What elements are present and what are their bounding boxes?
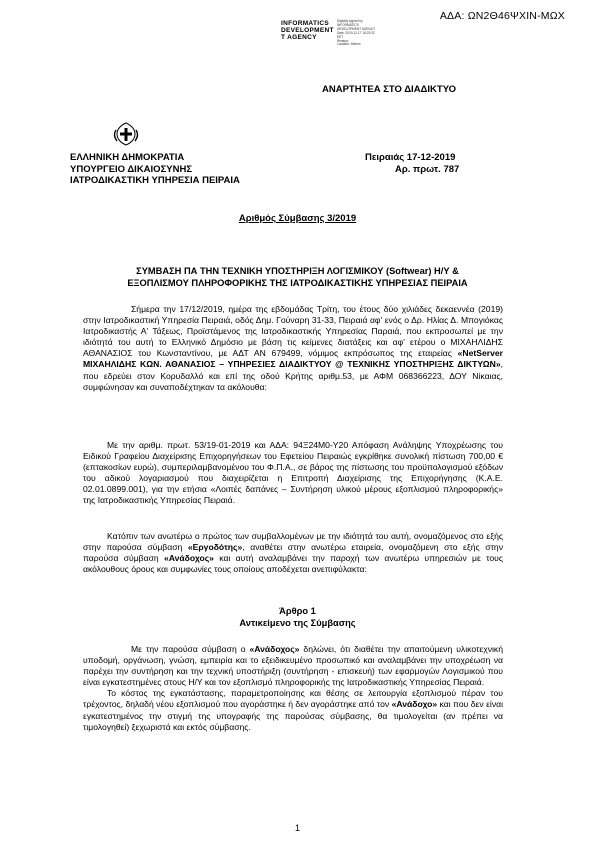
employer-term: «Εργοδότης» bbox=[187, 542, 243, 553]
contract-number: Αριθμός Σύμβασης 3/2019 bbox=[238, 213, 357, 224]
contractor-term: «Ανάδοχος» bbox=[163, 553, 214, 564]
article-heading bbox=[0, 605, 595, 629]
article-body: Με την παρούσα σύμβαση ο «Ανάδοχος» δηλώνει, ότι διαθέτει την απαιτούμενη υλικοτεχνική υποδομή, οργάνωση, γνώση, εμπειρία και το εξειδικευμένο προσωπικό και αναλαμβάνει την υποχρέωση να παρέχει την συντήρηση και την τεχνική υποστήριξη (συντήρηση - επισκευή) των εφαρμογών Λογισμικού που είναι εγκατεστημένες στους Η/Υ και τον εξοπλισμό πληροφορικής της Ιατροδικαστικής Υπηρεσίας Πειραιά. Το κόστος της εγκατάστασης, παραμετροποίησης και θέσης σε λειτουργία εξοπλισμού πέραν του τρέχοντος, δηλαδή νέου εξοπλισμού που αγοράστηκε ή δεν αγοράστηκε από τον «Ανάδοχο» και που δεν είναι εγκατεστημένος την στιγμή της υπογραφής της παρούσας σύμβασης, θα τιμολογείται (αν πρέπει να τιμολογηθεί) ξεχωριστά και εκτός σύμβασης. bbox=[83, 644, 503, 732]
paragraph-budget: Με την αριθμ. πρωτ. 53/19-01-2019 και ΑΔΑ: 94Ξ24Μ0-Υ20 Απόφαση Ανάληψης Υποχρέωσης του Ειδικού Γραφείου Διαχείρισης Επιχορηγήσεων του Εφετείου Πειραιώς εγκρίθηκε συνολική πίστωση 700,00 € (επτακοσίων ευρώ), συμπεριλαμβανομένου του Φ.Π.Α., σε βάρος της πίστωσης του προϋπολογισμού εξόδων του αδικού λογαριασμού που διαχειρίζεται η Επιτροπή Διαχείρισης της Επιχορήγησης (Κ.Α.Ε. 02.01.0899.001), για την ετήσια «Λοιπές δαπάνες – Συντήρηση υλικού μέρους εξοπλισμού πληροφορικής» της Ιατροδικαστικής Υπηρεσίας Πειραιά. bbox=[83, 440, 503, 506]
ada-code: ΑΔΑ: ΩΝ2Θ46ΨΧΙΝ-ΜΩΧ bbox=[439, 10, 565, 22]
publish-notice: ΑΝΑΡΤΗΤΕΑ ΣΤΟ ΔΙΑΔΙΚΤΥΟ bbox=[322, 84, 457, 95]
article-title: Αντικείμενο της Σύμβασης bbox=[239, 618, 356, 628]
company-name: «NetServer ΜΙΧΑΗΛΙΔΗΣ ΚΩΝ. ΑΘΑΝΑΣΙΟΣ – ΥΠΗΡΕΣΙΕΣ ΔΙΑΔΙΚΤΥΟΥ @ ΤΕΧΝΙΚΗΣ ΥΠΟΣΤΗΡΙΞΗΣ ΔΙΚΤΥΩΝ» bbox=[83, 348, 503, 370]
signature-agency-name: INFORMATICS DEVELOPMENT T AGENCY bbox=[281, 20, 334, 41]
paragraph-assignment: Κατόπιν των ανωτέρω ο πρώτος των συμβαλλομένων με την ιδιότητά του αυτή, ονομαζόμενος στο εξής στην παρούσα σύμβαση «Εργοδότης», αναθέτει στην ανωτέρω εταιρεία, ονομαζόμενη στο εξής στην παρούσα σύμβαση «Ανάδοχος» και αυτή αναλαμβάνει την παροχή των ανωτέρω υπηρεσιών με τους ακόλουθους όρους και συμφωνίες τους οποίους αποδέχεται ανεπιφύλακτα: bbox=[83, 531, 503, 575]
signature-details: Digitally signed by INFORMATICS DEVELOPMENT AGENCY Date: 2019.12.17 15:23:32 EET Reason: Location: Athens bbox=[337, 19, 376, 47]
page-number: 1 bbox=[294, 823, 300, 833]
paragraph-parties: Σήμερα την 17/12/2019, ημέρα της εβδομάδας Τρίτη, του έτους δύο χιλιάδες δεκαεννέα (2019) στην Ιατροδικαστική Υπηρεσία Πειραιά, οδός Δημ. Γούναρη 31-33, Πειραιά αφ' ενός ο Δρ. Ηλίας Δ. Μπογιόκας Ιατροδικαστής Α' Τάξεως, Προϊστάμενος της Ιατροδικαστικής Υπηρεσίας Παραιά, που εκπροσωπεί με την ιδιότητά του αυτή το Ελληνικό Δημόσιο με βάση τις κείμενες διατάξεις και αφ' ετέρου ο ΜΙΧΑΗΛΙΔΗΣ ΑΘΑΝΑΣΙΟΣ του Κωνσταντίνου, με ΑΔΤ ΑΝ 679499, νόμιμος εκπρόσωπος της εταιρείας «NetServer ΜΙΧΑΗΛΙΔΗΣ ΚΩΝ. ΑΘΑΝΑΣΙΟΣ – ΥΠΗΡΕΣΙΕΣ ΔΙΑΔΙΚΤΥΟΥ @ ΤΕΧΝΙΚΗΣ ΥΠΟΣΤΗΡΙΞΗΣ ΔΙΚΤΥΩΝ», που εδρεύει στον Κορυδαλλό και επί της οδού Κρήτης αριθμ.53, με ΑΦΜ 068366223, ΔΟΥ Νίκαιας, συμφώνησαν και συναποδέχτηκαν τα ακόλουθα: bbox=[83, 304, 503, 392]
protocol-number: Αρ. πρωτ. 787 bbox=[395, 163, 460, 175]
digital-signature-stamp bbox=[281, 20, 431, 60]
date-and-protocol bbox=[365, 152, 459, 175]
contract-title: ΣΥΜΒΑΣΗ ΠΑ ΤΗΝ ΤΕΧΝΙΚΗ ΥΠΟΣΤΗΡΙΞΗ ΛΟΓΙΣΜΙΚΟΥ (Softwear) Η/Υ & ΕΞΟΠΛΙΣΜΟΥ ΠΛΗΡΟΦΟΡΙΚΗΣ ΤΗΣ ΙΑΤΡΟΔΙΚΑΣΤΙΚΗΣ ΥΠΗΡΕΣΙΑΣ ΠΕΙΡΑΙΑ bbox=[127, 266, 468, 288]
issuing-authority: ΕΛΛΗΝΙΚΗ ΔΗΜΟΚΡΑΤΙΑ ΥΠΟΥΡΓΕΙΟ ΔΙΚΑΙΟΣΥΝΗΣ ΙΑΤΡΟΔΙΚΑΣΤΙΚΗ ΥΠΗΡΕΣΙΑ ΠΕΙΡΑΙΑ bbox=[70, 152, 240, 186]
place-date: Πειραιάς 17-12-2019 bbox=[365, 152, 456, 163]
greek-state-emblem-icon bbox=[113, 122, 139, 146]
article-number: Άρθρο 1 bbox=[279, 606, 316, 616]
